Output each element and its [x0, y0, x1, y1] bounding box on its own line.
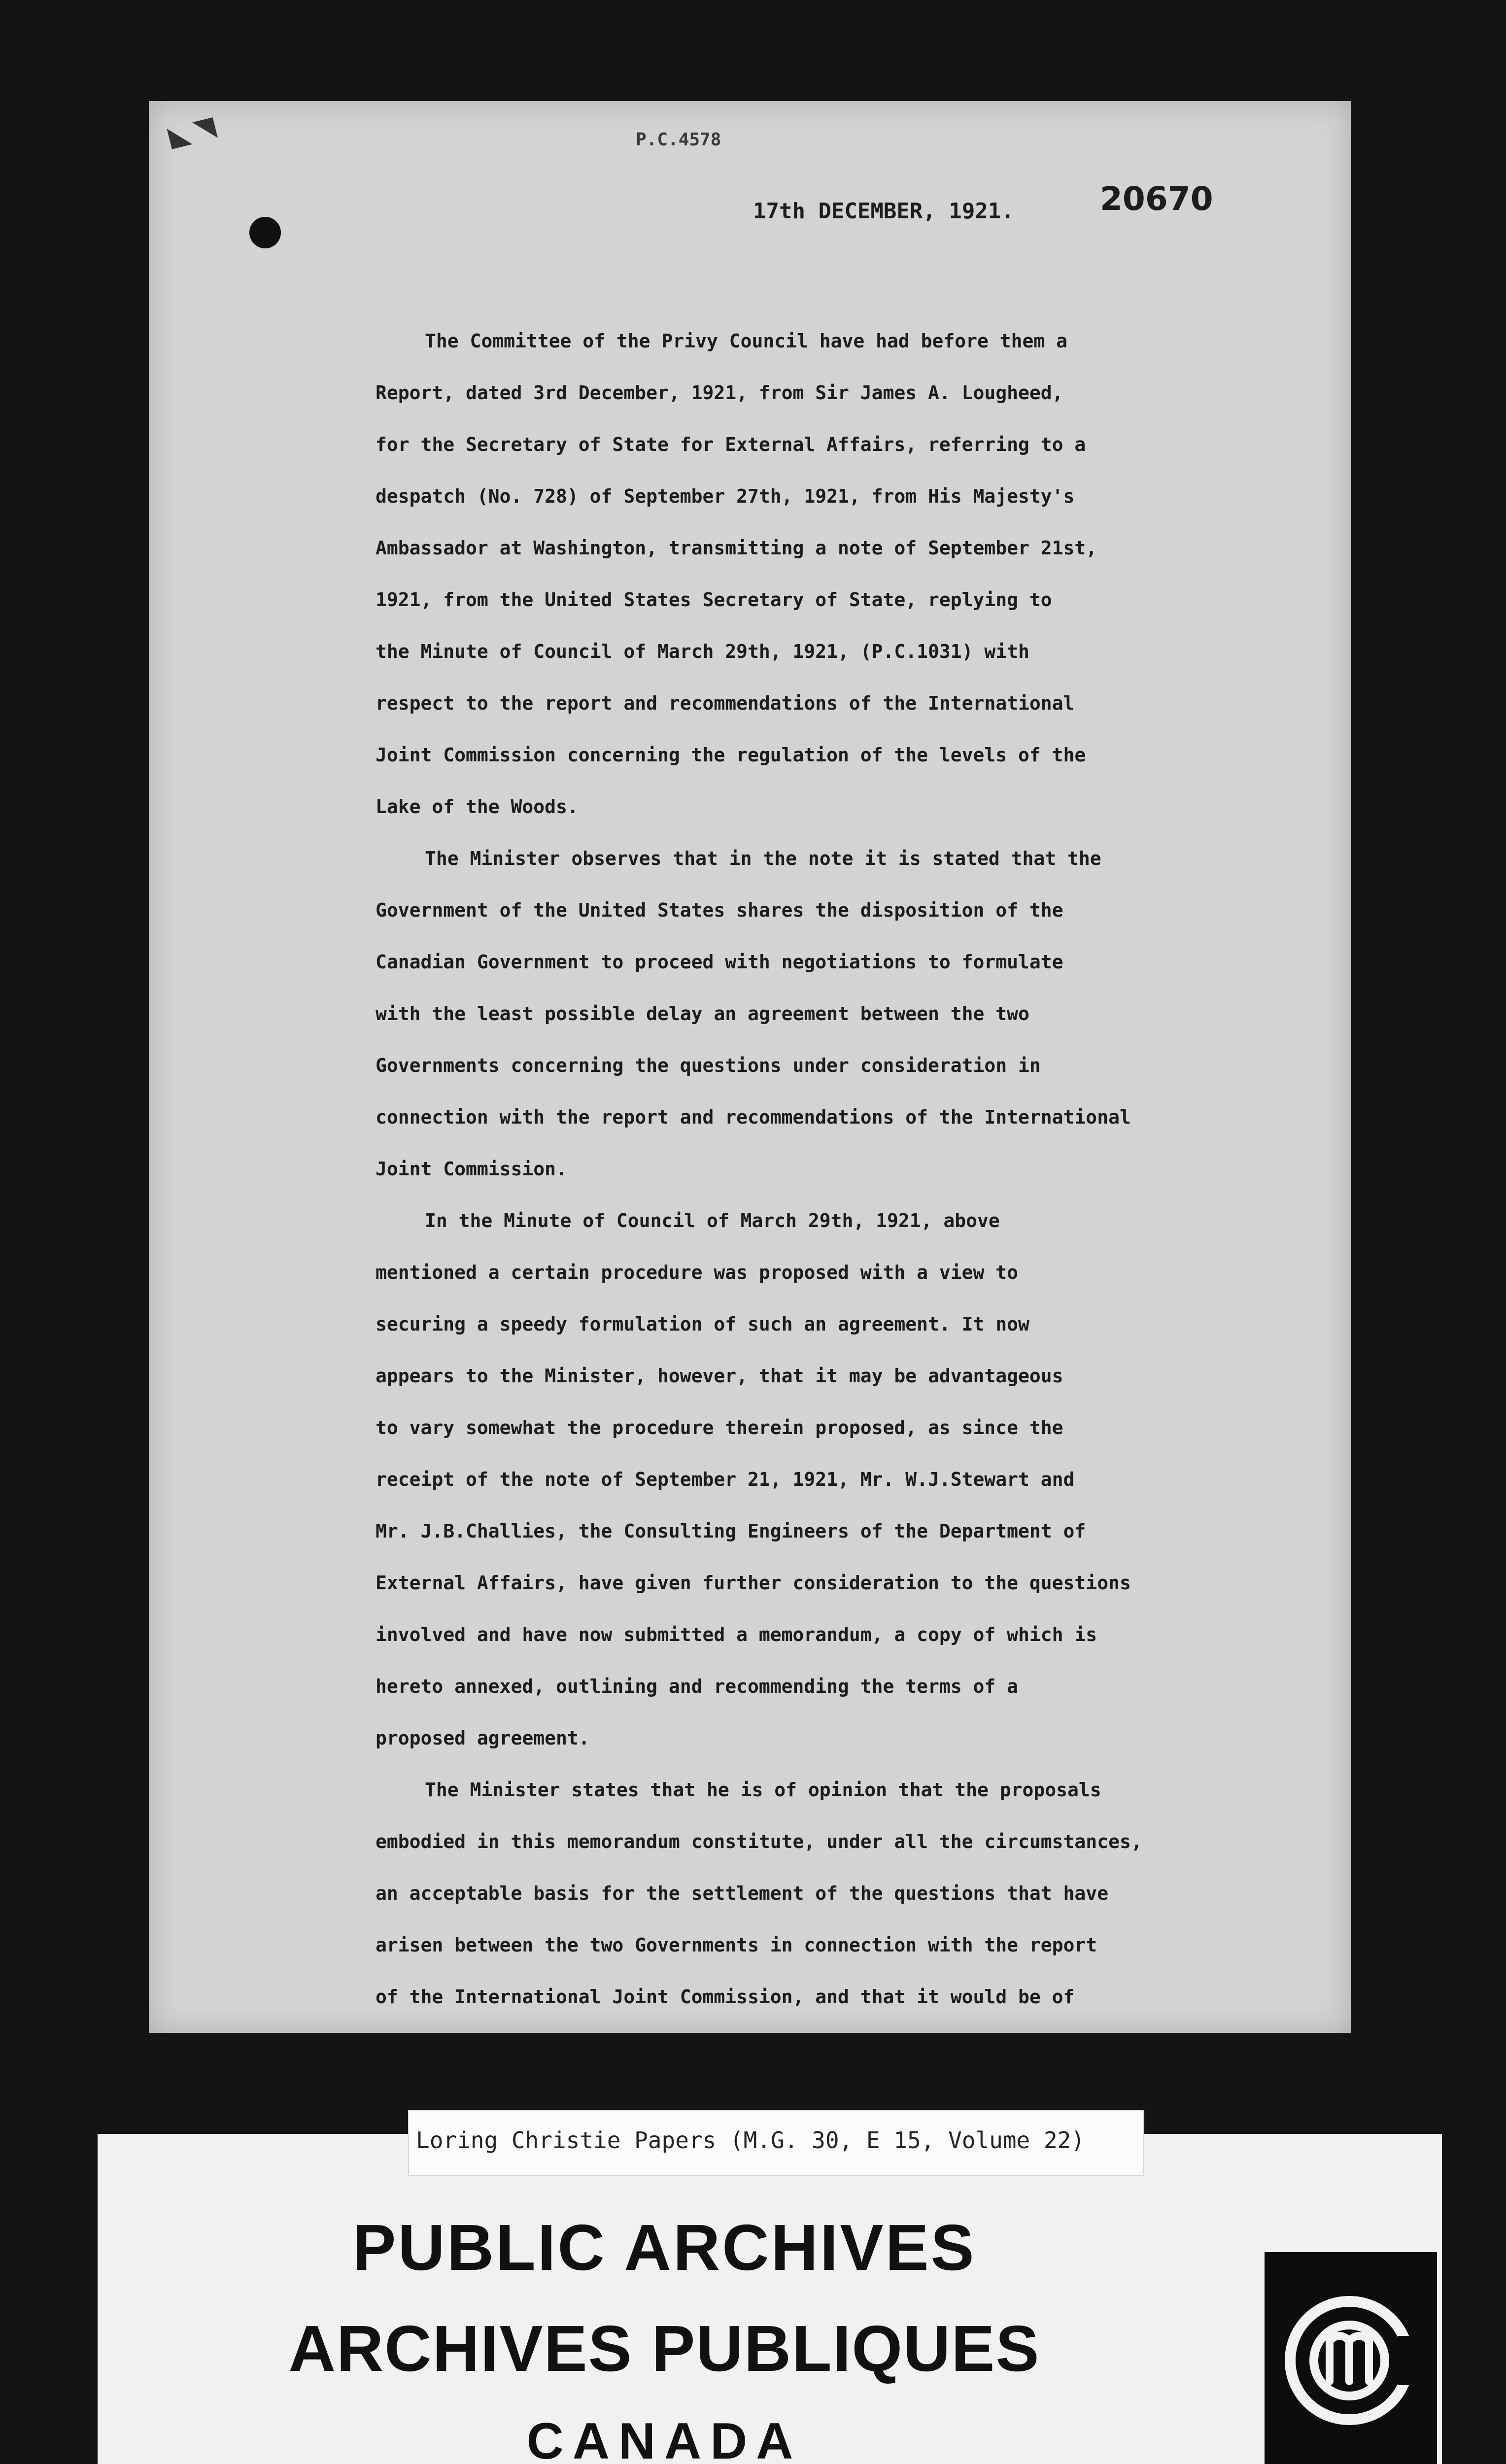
- text-line: mentioned a certain procedure was proposed with a view to: [376, 1262, 1019, 1283]
- text-line: Report, dated 3rd December, 1921, from Sir James A. Lougheed,: [376, 382, 1063, 404]
- text-line: Joint Commission.: [376, 1158, 567, 1180]
- text-line: despatch (No. 728) of September 27th, 1921, from His Majesty's: [376, 485, 1075, 507]
- text-line: appears to the Minister, however, that it may be advantageous: [376, 1365, 1063, 1387]
- text-line: Government of the United States shares the disposition of the: [376, 899, 1063, 921]
- text-line: for the Secretary of State for External Affairs, referring to a: [376, 434, 1086, 455]
- text-line: Ambassador at Washington, transmitting a note of September 21st,: [376, 537, 1097, 559]
- paragraph-3: [376, 1195, 1302, 1764]
- archives-title-french: ARCHIVES PUBLIQUES: [288, 2312, 1040, 2385]
- text-line: Joint Commission concerning the regulation of the levels of the: [376, 744, 1086, 766]
- text-line: Mr. J.B.Challies, the Consulting Engineers of the Department of: [376, 1520, 1086, 1542]
- text-line: to vary somewhat the procedure therein proposed, as since the: [376, 1417, 1063, 1438]
- text-line: embodied in this memorandum constitute, under all the circumstances,: [376, 1831, 1142, 1852]
- text-line: securing a speedy formulation of such an agreement. It now: [376, 1313, 1029, 1335]
- text-line: an acceptable basis for the settlement of the questions that have: [376, 1882, 1109, 1904]
- collection-label: Loring Christie Papers (M.G. 30, E 15, Volume 22): [408, 2110, 1144, 2176]
- document-body: [376, 315, 1302, 2023]
- text-line: receipt of the note of September 21, 1921, Mr. W.J.Stewart and: [376, 1469, 1075, 1490]
- archives-title-english: PUBLIC ARCHIVES: [352, 2211, 976, 2284]
- archives-card: [98, 2127, 1442, 2464]
- text-line: 1921, from the United States Secretary of State, replying to: [376, 589, 1052, 611]
- punch-hole: [249, 217, 281, 248]
- archives-logo-icon: [1265, 2252, 1437, 2464]
- text-line: respect to the report and recommendations of the International: [376, 692, 1075, 714]
- text-line: the Minute of Council of March 29th, 1921, (P.C.1031) with: [376, 641, 1029, 662]
- text-line: involved and have now submitted a memorandum, a copy of which is: [376, 1624, 1097, 1645]
- pc-reference: P.C.4578: [636, 130, 721, 150]
- text-line: The Minister observes that in the note it is stated that the: [425, 848, 1101, 869]
- text-line: The Minister states that he is of opinion that the proposals: [425, 1779, 1101, 1801]
- text-line: Canadian Government to proceed with negotiations to formulate: [376, 951, 1063, 973]
- text-line: with the least possible delay an agreement between the two: [376, 1003, 1029, 1025]
- archives-monogram-icon: [1265, 2252, 1437, 2464]
- paragraph-2: [376, 833, 1302, 1195]
- text-line: Governments concerning the questions under consideration in: [376, 1055, 1041, 1076]
- document-number: 20670: [1100, 180, 1213, 218]
- archives-country: CANADA: [526, 2413, 802, 2464]
- text-line: Lake of the Woods.: [376, 796, 579, 818]
- paragraph-1: [376, 315, 1302, 833]
- text-line: hereto annexed, outlining and recommending the terms of a: [376, 1676, 1019, 1697]
- text-line: In the Minute of Council of March 29th, 1921, above: [425, 1210, 1000, 1232]
- paragraph-4: [376, 1764, 1302, 2023]
- text-line: The Committee of the Privy Council have had before them a: [425, 330, 1068, 352]
- document-date: 17th DECEMBER, 1921.: [753, 199, 1014, 224]
- text-line: of the International Joint Commission, and that it would be of: [376, 1986, 1075, 2008]
- ink-smudge: ◣◥: [165, 109, 224, 153]
- text-line: connection with the report and recommendations of the International: [376, 1106, 1131, 1128]
- document-page: [149, 101, 1351, 2033]
- text-line: External Affairs, have given further consideration to the questions: [376, 1572, 1131, 1594]
- text-line: arisen between the two Governments in connection with the report: [376, 1934, 1097, 1956]
- text-line: proposed agreement.: [376, 1727, 590, 1749]
